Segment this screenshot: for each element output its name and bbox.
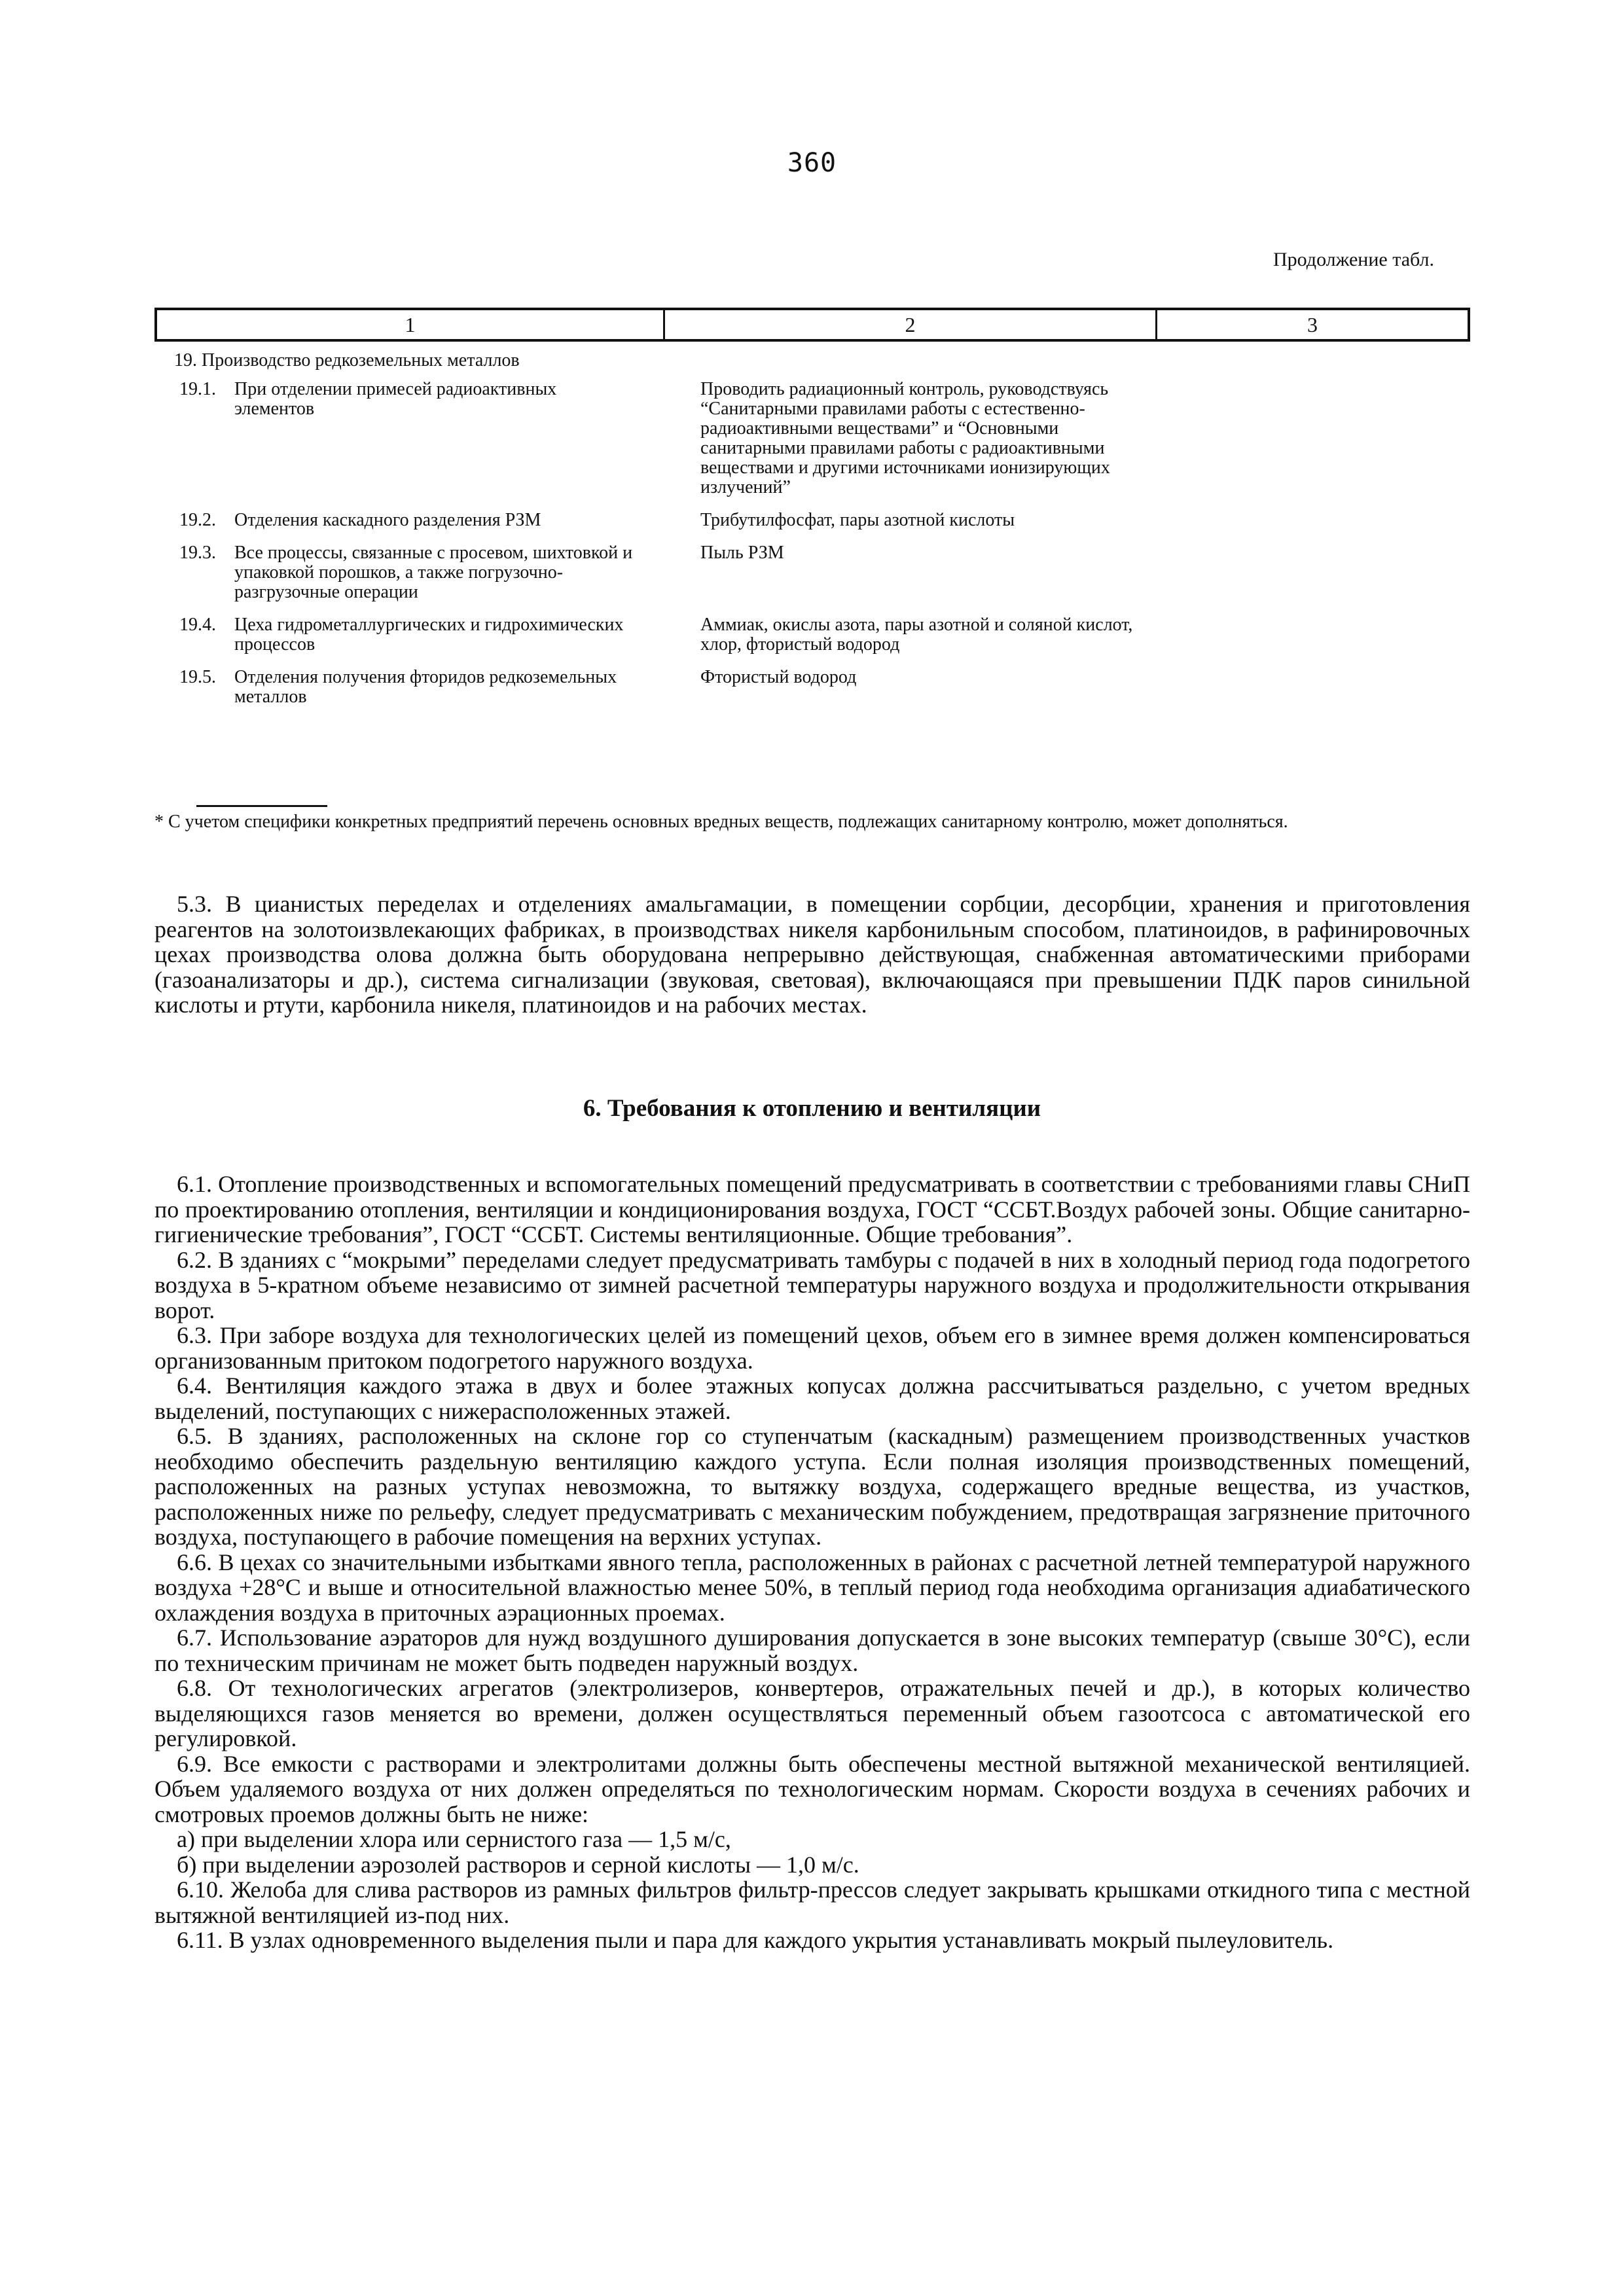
row-number: 19.5. xyxy=(179,667,216,687)
table-cell-substance: Пыль РЗМ xyxy=(700,543,784,563)
table-cell-notes xyxy=(1155,615,1470,655)
process-name: При отделении примесей радиоактивных элементов xyxy=(234,379,557,419)
paragraph-6-5: 6.5. В зданиях, расположенных на склоне гор со ступенчатым (каскадным) размещением производственных участков необходимо обеспечить раздельную вентиляцию каждого уступа. Если полная изоляция производственных помещений, расположенных на разных уступах невозможна, то вытяжку воздуха, содержащего вредные вещества, из участков, расположенных ниже по рельефу, следует предусматривать с механическим побуждением, предотвращая загрязнение приточного воздуха, поступающего в рабочие помещения на верхних уступах. xyxy=(154,1423,1470,1550)
row-number: 19.4. xyxy=(179,615,216,635)
table-cell-process xyxy=(154,615,662,655)
table-cell-substance: Проводить радиационный контроль, руководствуясь “Санитарными правилами работы с естественно-радиоактивными веществами” и “Основными санитарными правилами работы с радиоактивными веществами и другими источниками ионизирующих излучений” xyxy=(700,379,1110,497)
table-header xyxy=(154,308,1470,342)
table-cell-process xyxy=(154,668,662,707)
table-body xyxy=(154,351,1470,720)
table-cell-process xyxy=(154,543,662,602)
table-cell-notes xyxy=(1155,668,1470,707)
paragraph-6-11: 6.11. В узлах одновременного выделения пыли и пара для каждого укрытия устанавливать мокрый пылеуловитель. xyxy=(177,1927,1334,1953)
table-cell-notes xyxy=(1155,380,1470,497)
list-item-6-9-b: б) при выделении аэрозолей растворов и серной кислоты — 1,0 м/с. xyxy=(177,1851,859,1878)
process-name: Отделения каскадного разделения РЗМ xyxy=(234,510,541,530)
process-name: Все процессы, связанные с просевом, шихтовкой и упаковкой порошков, а также погрузочно-разгрузочные операции xyxy=(234,543,633,602)
row-number: 19.2. xyxy=(179,510,216,530)
paragraph-6-2: 6.2. В зданиях с “мокрыми” переделами следует предусматривать тамбуры с подачей в них в холодный период года подогретого воздуха в 5-кратном объеме независимо от зимней расчетной температуры наружного воздуха и продолжительности открывания ворот. xyxy=(154,1246,1470,1323)
paragraph-6-4: 6.4. Вентиляция каждого этажа в двух и более этажных копусах должна рассчитываться раздельно, с учетом вредных выделений, поступающих с нижерасположенных этажей. xyxy=(154,1372,1470,1424)
table-cell-substance: Аммиак, окислы азота, пары азотной и соляной кислот, хлор, фтористый водород xyxy=(700,615,1133,655)
footnote: * С учетом специфики конкретных предприятий перечень основных вредных веществ, подлежащих санитарному контролю, может дополняться. xyxy=(154,812,1288,832)
paragraph-6-10: 6.10. Желоба для слива растворов из рамных фильтров фильтр-прессов следует закрывать крышками откидного типа с местной вытяжной вентиляцией из-под них. xyxy=(154,1876,1470,1928)
table-row xyxy=(154,668,1470,707)
paragraph-6-9: 6.9. Все емкости с растворами и электролитами должны быть обеспечены местной вытяжной механической вентиляцией. Объем удаляемого воздуха от них должен определяться по технологическим нормам. Скорости воздуха в сечениях рабочих и смотровых проемов должны быть не ниже: xyxy=(154,1750,1470,1827)
section-body xyxy=(154,1172,1470,1953)
page-number: 360 xyxy=(787,148,837,178)
table-continuation-label: Продолжение табл. xyxy=(1273,249,1434,270)
footnote-divider xyxy=(196,805,327,807)
table-header-col-2: 2 xyxy=(665,310,1157,339)
table-row xyxy=(154,615,1470,655)
table-group-title: 19. Производство редкоземельных металлов xyxy=(174,350,520,370)
paragraph-5-3: 5.3. В цианистых переделах и отделениях амальгамации, в помещении сорбции, десорбции, хранения и приготовления реагентов на золотоизвлекающих фабриках, в производствах никеля карбонильным способом, платиноидов, в рафинировочных цехах производства олова должна быть оборудована непрерывно действующая, снабженная автоматическими приборами (газоанализаторы и др.), система сигнализации (звуковая, световая), включающаяся при превышении ПДК паров синильной кислоты и ртути, карбонила никеля, платиноидов и на рабочих местах. xyxy=(154,891,1470,1018)
table-row xyxy=(154,380,1470,497)
paragraph-6-8: 6.8. От технологических агрегатов (электролизеров, конвертеров, отражательных печей и др.), в которых количество выделяющихся газов меняется во времени, должен осуществляться переменный объем газоотсоса с автоматической его регулировкой. xyxy=(154,1675,1470,1751)
process-name: Отделения получения фторидов редкоземельных металлов xyxy=(234,667,617,707)
table-cell-process xyxy=(154,380,662,497)
paragraph-6-1: 6.1. Отопление производственных и вспомогательных помещений предусматривать в соответствии с требованиями главы СНиП по проектированию отопления, вентиляции и кондиционирования воздуха, ГОСТ “ССБТ.Воздух рабочей зоны. Общие санитарно-гигиенические требования”, ГОСТ “ССБТ. Системы вентиляционные. Общие требования”. xyxy=(154,1171,1470,1247)
process-name: Цеха гидрометаллургических и гидрохимических процессов xyxy=(234,615,624,655)
table-cell-substance: Трибутилфосфат, пары азотной кислоты xyxy=(700,510,1015,530)
paragraph-6-7: 6.7. Использование аэраторов для нужд воздушного душирования допускается в зоне высоких температур (свыше 30°С), если по техническим причинам не может быть подведен наружный воздух. xyxy=(154,1624,1470,1676)
paragraph-6-6: 6.6. В цехах со значительными избытками явного тепла, расположенных в районах с расчетной летней температурой наружного воздуха +28°С и выше и относительной влажностью менее 50%, в теплый период года необходима организация адиабатического охлаждения воздуха в приточных аэрационных проемах. xyxy=(154,1549,1470,1626)
paragraph-6-3: 6.3. При заборе воздуха для технологических целей из помещений цехов, объем его в зимнее время должен компенсироваться организованным притоком подогретого наружного воздуха. xyxy=(154,1322,1470,1374)
row-number: 19.3. xyxy=(179,543,216,563)
table-header-col-1: 1 xyxy=(157,310,665,339)
table-cell-process xyxy=(154,511,662,530)
row-number: 19.1. xyxy=(179,379,216,399)
table-row xyxy=(154,543,1470,602)
table-cell-notes xyxy=(1155,543,1470,602)
table-row xyxy=(154,511,1470,530)
list-item-6-9-a: а) при выделении хлора или сернистого газа — 1,5 м/с, xyxy=(177,1826,731,1852)
table-cell-notes xyxy=(1155,511,1470,530)
table-cell-substance: Фтористый водород xyxy=(700,667,857,687)
section-heading: 6. Требования к отоплению и вентиляции xyxy=(583,1095,1041,1122)
table-header-col-3: 3 xyxy=(1307,312,1318,336)
